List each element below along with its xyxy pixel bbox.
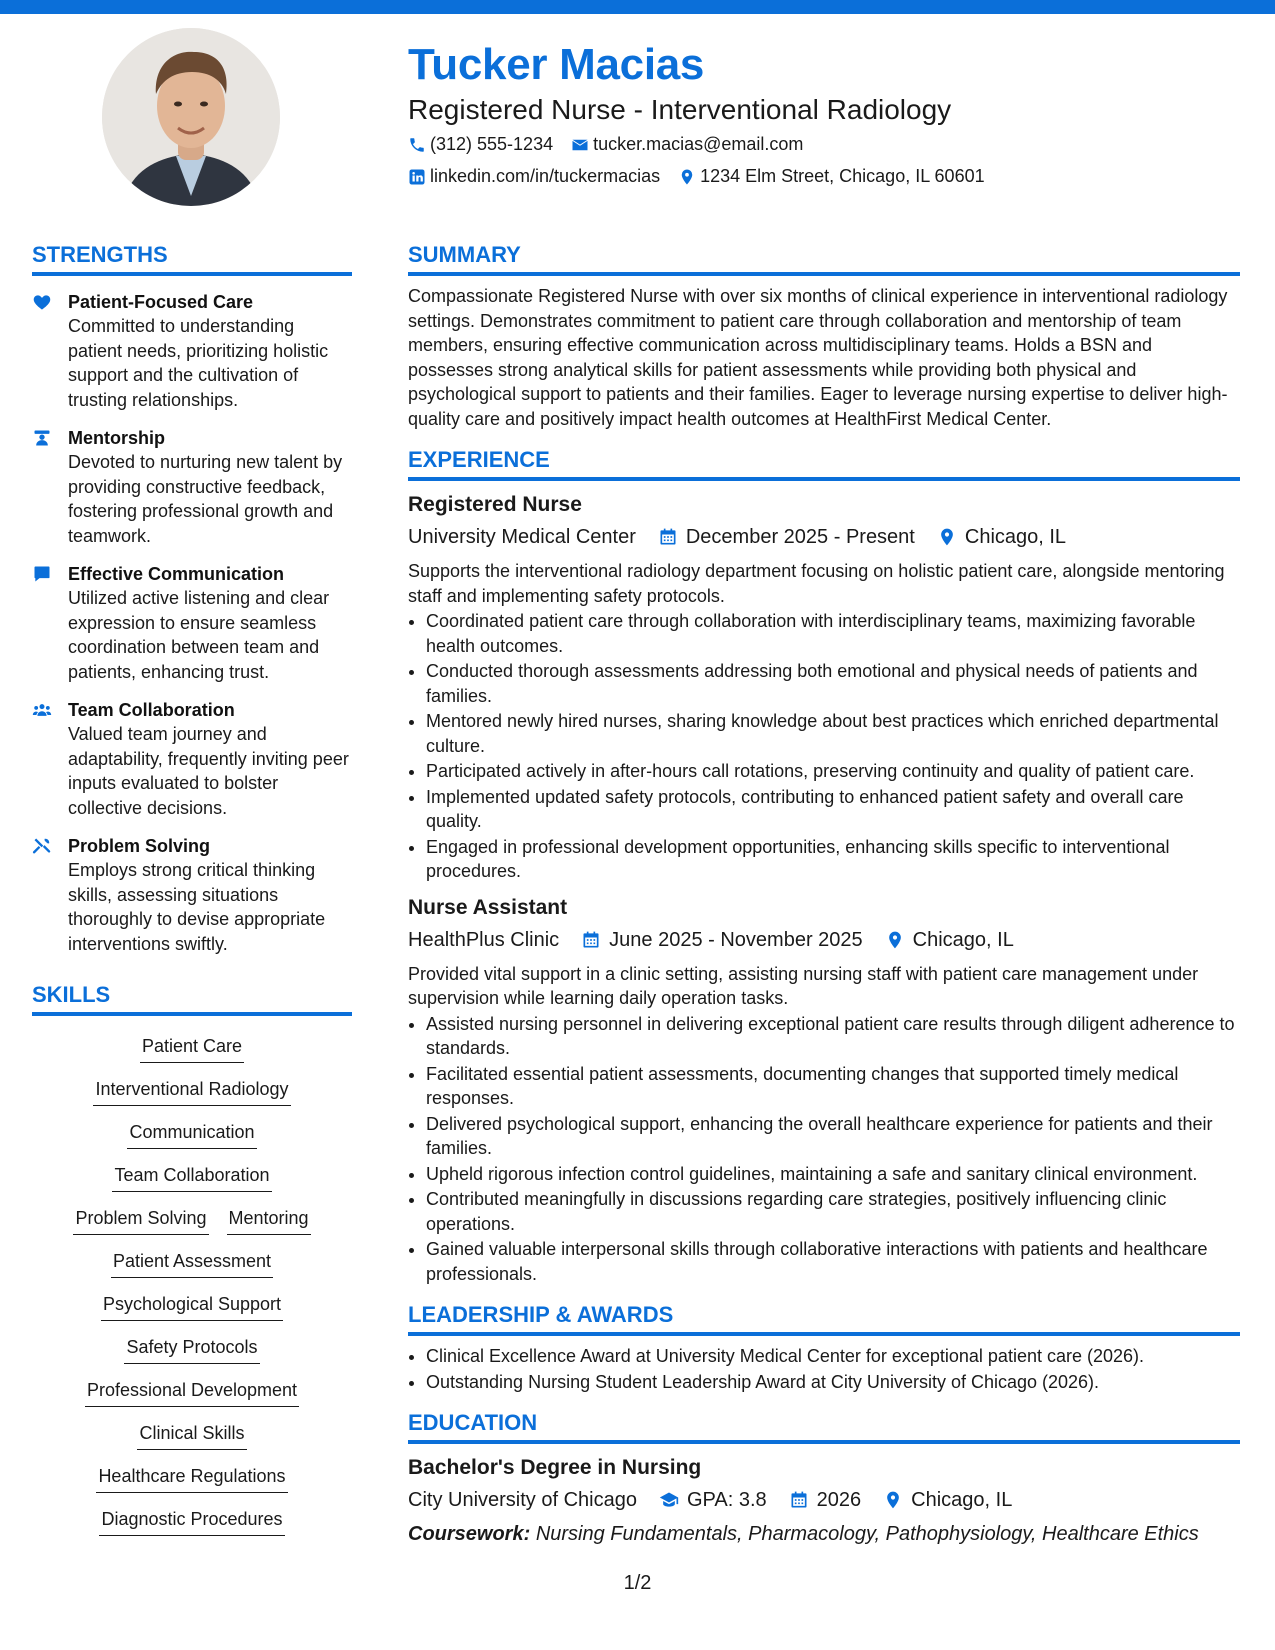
skill-tag: Interventional Radiology: [93, 1077, 290, 1106]
skill-tag: Patient Care: [140, 1034, 244, 1063]
job-company: University Medical Center: [408, 526, 636, 548]
teacher-icon: [32, 428, 52, 448]
award-item: • Outstanding Nursing Student Leadership Award at City University of Chicago (2026).: [426, 1370, 1240, 1395]
education-section: [408, 1410, 1240, 1548]
gpa-text: GPA: 3.8: [686, 1489, 767, 1511]
job-dates: June 2025 - November 2025: [609, 928, 863, 951]
calendar-icon: [581, 930, 601, 950]
bullet-item: • Delivered psychological support, enhancing the overall healthcare experience for patients and their families.: [426, 1112, 1240, 1161]
job-dates: December 2025 - Present: [685, 526, 915, 548]
bullet-item: • Conducted thorough assessments addressing both emotional and physical needs of patients and families.: [426, 659, 1240, 708]
job-bullets: [408, 1012, 1240, 1287]
job-description: Supports the interventional radiology department focusing on holistic patient care, alongside mentoring staff and implementing safety protocols.: [408, 561, 1225, 606]
strength-item: [32, 426, 352, 548]
skills-list: [32, 1034, 352, 1536]
education-heading: EDUCATION: [408, 1410, 1240, 1444]
skill-tag: Healthcare Regulations: [96, 1464, 287, 1493]
job-title: Registered Nurse: [408, 493, 582, 516]
phone-text: (312) 555-1234: [430, 134, 554, 154]
strength-item: [32, 698, 352, 820]
bullet-item: • Engaged in professional development opportunities, enhancing skills specific to interventional procedures.: [426, 835, 1240, 884]
skill-tag: Safety Protocols: [124, 1335, 259, 1364]
bullet-item: • Upheld rigorous infection control guidelines, maintaining a safe and sanitary clinical environment.: [426, 1162, 1240, 1187]
job-location: Chicago, IL: [912, 928, 1014, 951]
calendar-icon: [658, 527, 678, 547]
awards-section: [408, 1302, 1240, 1394]
awards-heading: LEADERSHIP & AWARDS: [408, 1302, 1240, 1336]
job-company: HealthPlus Clinic: [408, 928, 560, 951]
skill-tag: Professional Development: [85, 1378, 299, 1407]
bullet-item: • Implemented updated safety protocols, contributing to enhanced patient safety and overall care quality.: [426, 785, 1240, 834]
strength-title: Patient-Focused Care: [68, 292, 254, 312]
skill-tag: Team Collaboration: [112, 1163, 271, 1192]
skill-tag: Patient Assessment: [111, 1249, 273, 1278]
skill-tag: Mentoring: [227, 1206, 311, 1235]
left-column: [32, 242, 352, 1536]
bullet-item: • Facilitated essential patient assessments, documenting changes that supported timely medical responses.: [426, 1062, 1240, 1111]
right-column: [408, 242, 1240, 1548]
summary-text: Compassionate Registered Nurse with over six months of clinical experience in interventional radiology settings. Demonstrates commitment to patient care through collaboration and mentorship of team members, ensuring effective communication across multidisciplinary teams. Holds a BSN and possesses strong analytical skills for patient assessments while providing both physical and psychological support to patients and their families. Eager to leverage nursing expertise to deliver high-quality care and positively impact health outcomes at HealthFirst Medical Center.: [408, 286, 1228, 429]
phone-contact[interactable]: [408, 134, 553, 155]
bullet-item: • Mentored newly hired nurses, sharing knowledge about best practices which enriched departmental culture.: [426, 709, 1240, 758]
skills-section: [32, 982, 352, 1536]
candidate-name: Tucker Macias: [408, 40, 705, 89]
email-text: tucker.macias@email.com: [593, 134, 804, 154]
top-accent-bar: [0, 0, 1275, 14]
address-contact: [678, 166, 985, 187]
strength-title: Problem Solving: [68, 836, 211, 856]
strength-desc: Committed to understanding patient needs, prioritizing holistic support and the cultivation of trusting relationships.: [68, 316, 329, 410]
coursework: [408, 1520, 1240, 1548]
job-meta: [408, 926, 1240, 954]
strength-title: Team Collaboration: [68, 700, 235, 720]
strength-desc: Employs strong critical thinking skills, assessing situations thoroughly to devise appropriate interventions swiftly.: [68, 860, 326, 954]
strength-desc: Devoted to nurturing new talent by providing constructive feedback, fostering professional growth and teamwork.: [68, 452, 343, 546]
strength-title: Mentorship: [68, 428, 165, 448]
users-icon: [32, 700, 52, 720]
address-text: 1234 Elm Street, Chicago, IL 60601: [700, 166, 985, 186]
experience-heading: EXPERIENCE: [408, 447, 1240, 481]
bullet-item: • Coordinated patient care through collaboration with interdisciplinary teams, maximizing favorable health outcomes.: [426, 609, 1240, 658]
graduation-year: 2026: [816, 1489, 862, 1511]
coursework-text: Nursing Fundamentals, Pharmacology, Pathophysiology, Healthcare Ethics: [535, 1523, 1199, 1545]
bullet-item: • Assisted nursing personnel in delivering exceptional patient care results through diligent adherence to standards.: [426, 1012, 1240, 1061]
map-pin-icon: [937, 527, 957, 547]
map-pin-icon: [883, 1490, 903, 1510]
heart-icon: [32, 292, 52, 312]
strength-item: [32, 834, 352, 956]
school-location: Chicago, IL: [911, 1489, 1013, 1511]
job-meta: [408, 523, 1240, 551]
award-item: • Clinical Excellence Award at University Medical Center for exceptional patient care (2026).: [426, 1344, 1240, 1369]
skill-tag: Diagnostic Procedures: [99, 1507, 284, 1536]
skill-tag: Psychological Support: [101, 1292, 283, 1321]
job-bullets: [408, 609, 1240, 884]
strength-desc: Valued team journey and adaptability, frequently inviting peer inputs evaluated to bolster collective decisions.: [68, 724, 349, 818]
degree-title: Bachelor's Degree in Nursing: [408, 1456, 702, 1479]
chat-icon: [32, 564, 52, 584]
map-pin-icon: [678, 168, 696, 186]
job-location: Chicago, IL: [964, 526, 1067, 548]
job-entry: [408, 894, 1240, 1287]
skill-tag: Clinical Skills: [137, 1421, 246, 1450]
contact-row-1: [408, 134, 803, 155]
profile-photo: [102, 28, 280, 206]
calendar-icon: [789, 1490, 809, 1510]
strength-item: [32, 562, 352, 684]
contact-row-2: [408, 166, 985, 187]
strength-title: Effective Communication: [68, 564, 285, 584]
experience-section: [408, 447, 1240, 1286]
strength-desc: Utilized active listening and clear expression to ensure seamless coordination between team and patients, enhancing trust.: [68, 588, 330, 682]
linkedin-contact[interactable]: [408, 166, 660, 187]
phone-icon: [408, 136, 426, 154]
job-description: Provided vital support in a clinic setting, assisting nursing staff with patient care management under supervision while learning daily operation tasks.: [408, 963, 1199, 1008]
candidate-title: Registered Nurse - Interventional Radiology: [408, 94, 952, 125]
job-title: Nurse Assistant: [408, 895, 568, 919]
strength-item: [32, 290, 352, 412]
skill-tag: Communication: [127, 1120, 256, 1149]
skills-heading: SKILLS: [32, 982, 352, 1016]
job-entry: [408, 491, 1240, 884]
school-name: City University of Chicago: [408, 1489, 637, 1511]
tools-icon: [32, 836, 52, 856]
linkedin-icon: [408, 168, 426, 186]
summary-heading: SUMMARY: [408, 242, 1240, 276]
coursework-label: Coursework:: [408, 1523, 531, 1545]
map-pin-icon: [885, 930, 905, 950]
bullet-item: • Contributed meaningfully in discussions regarding care strategies, positively influencing clinic operations.: [426, 1187, 1240, 1236]
envelope-icon: [571, 136, 589, 154]
strengths-heading: STRENGTHS: [32, 242, 352, 276]
email-contact[interactable]: [571, 134, 803, 155]
skill-tag: Problem Solving: [73, 1206, 208, 1235]
page-number: 1/2: [623, 1572, 652, 1594]
education-meta: [408, 1486, 1240, 1514]
awards-list: [408, 1344, 1240, 1394]
linkedin-text: linkedin.com/in/tuckermacias: [430, 166, 661, 186]
graduation-cap-icon: [659, 1490, 679, 1510]
bullet-item: • Gained valuable interpersonal skills through collaborative interactions with patients and healthcare professionals.: [426, 1237, 1240, 1286]
bullet-item: • Participated actively in after-hours call rotations, preserving continuity and quality of patient care.: [426, 759, 1240, 784]
